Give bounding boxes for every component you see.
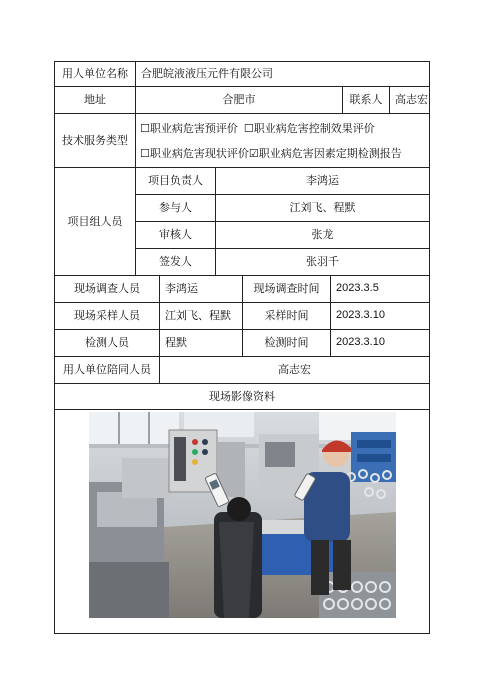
team-member-row (136, 168, 429, 195)
team-member-row (136, 195, 429, 222)
checked-checkbox-icon: ☑ (248, 146, 259, 160)
survey-label: 现场调查人员 (74, 282, 140, 296)
unit-value: 合肥皖液液压元件有限公司 (135, 62, 429, 86)
team-label: 项目组人员 (67, 214, 123, 228)
testing-time-label: 检测时间 (242, 330, 330, 356)
address-row (54, 87, 430, 114)
address-value: 合肥市 (135, 87, 342, 113)
team-member-row (136, 249, 429, 275)
service-option-label: 职业病危害控制效果评价 (253, 122, 375, 136)
team-role: 参与人 (159, 201, 192, 215)
escort-row (54, 357, 430, 384)
survey-time-label: 现场调查时间 (242, 276, 330, 302)
survey-time-value: 2023.3.5 (330, 276, 429, 302)
service-option-periodic-test (249, 145, 402, 161)
team-row (54, 168, 430, 276)
photo-row (54, 410, 430, 634)
team-role: 签发人 (159, 255, 192, 269)
testing-time-value: 2023.3.10 (330, 330, 429, 356)
checkbox-icon: ☐ (140, 146, 150, 160)
address-label: 地址 (84, 93, 106, 107)
team-name: 江刘飞、程默 (215, 195, 429, 221)
testing-label: 检测人员 (85, 336, 129, 350)
testing-value: 程默 (159, 330, 242, 356)
service-row (54, 114, 430, 168)
unit-row (54, 61, 430, 87)
record-table (54, 61, 430, 634)
sampling-row (54, 303, 430, 330)
photos-header-row (54, 384, 430, 410)
service-option-control-eval (244, 120, 375, 136)
team-member-row (136, 222, 429, 249)
site-photo (89, 412, 396, 618)
service-option-pre-eval (140, 120, 238, 136)
survey-row (54, 276, 430, 303)
unit-label: 用人单位名称 (62, 67, 128, 81)
service-label: 技术服务类型 (62, 133, 128, 147)
contact-value: 高志宏 (389, 87, 429, 113)
team-name: 张龙 (215, 222, 429, 248)
team-role: 项目负责人 (148, 174, 203, 188)
contact-label: 联系人 (342, 87, 389, 113)
testing-row (54, 330, 430, 357)
checkbox-icon: ☐ (140, 122, 150, 136)
service-option-status-eval (140, 145, 249, 161)
escort-label: 用人单位陪同人员 (63, 363, 151, 377)
sampling-value: 江刘飞、程默 (159, 303, 242, 329)
escort-value: 高志宏 (159, 357, 429, 383)
team-name: 李鸿运 (215, 168, 429, 194)
service-option-label: 职业病危害现状评价 (149, 146, 249, 160)
checkbox-icon: ☐ (243, 122, 254, 136)
service-option-label: 职业病危害因素定期检测报告 (258, 146, 402, 160)
service-options (135, 114, 429, 167)
team-role: 审核人 (159, 228, 192, 242)
team-members (135, 168, 429, 275)
sampling-time-value: 2023.3.10 (330, 303, 429, 329)
team-name: 张羽千 (215, 249, 429, 275)
survey-value: 李鸿运 (159, 276, 242, 302)
service-option-label: 职业病危害预评价 (149, 122, 238, 136)
sampling-label: 现场采样人员 (74, 309, 140, 323)
photos-label: 现场影像资料 (209, 389, 275, 403)
sampling-time-label: 采样时间 (242, 303, 330, 329)
